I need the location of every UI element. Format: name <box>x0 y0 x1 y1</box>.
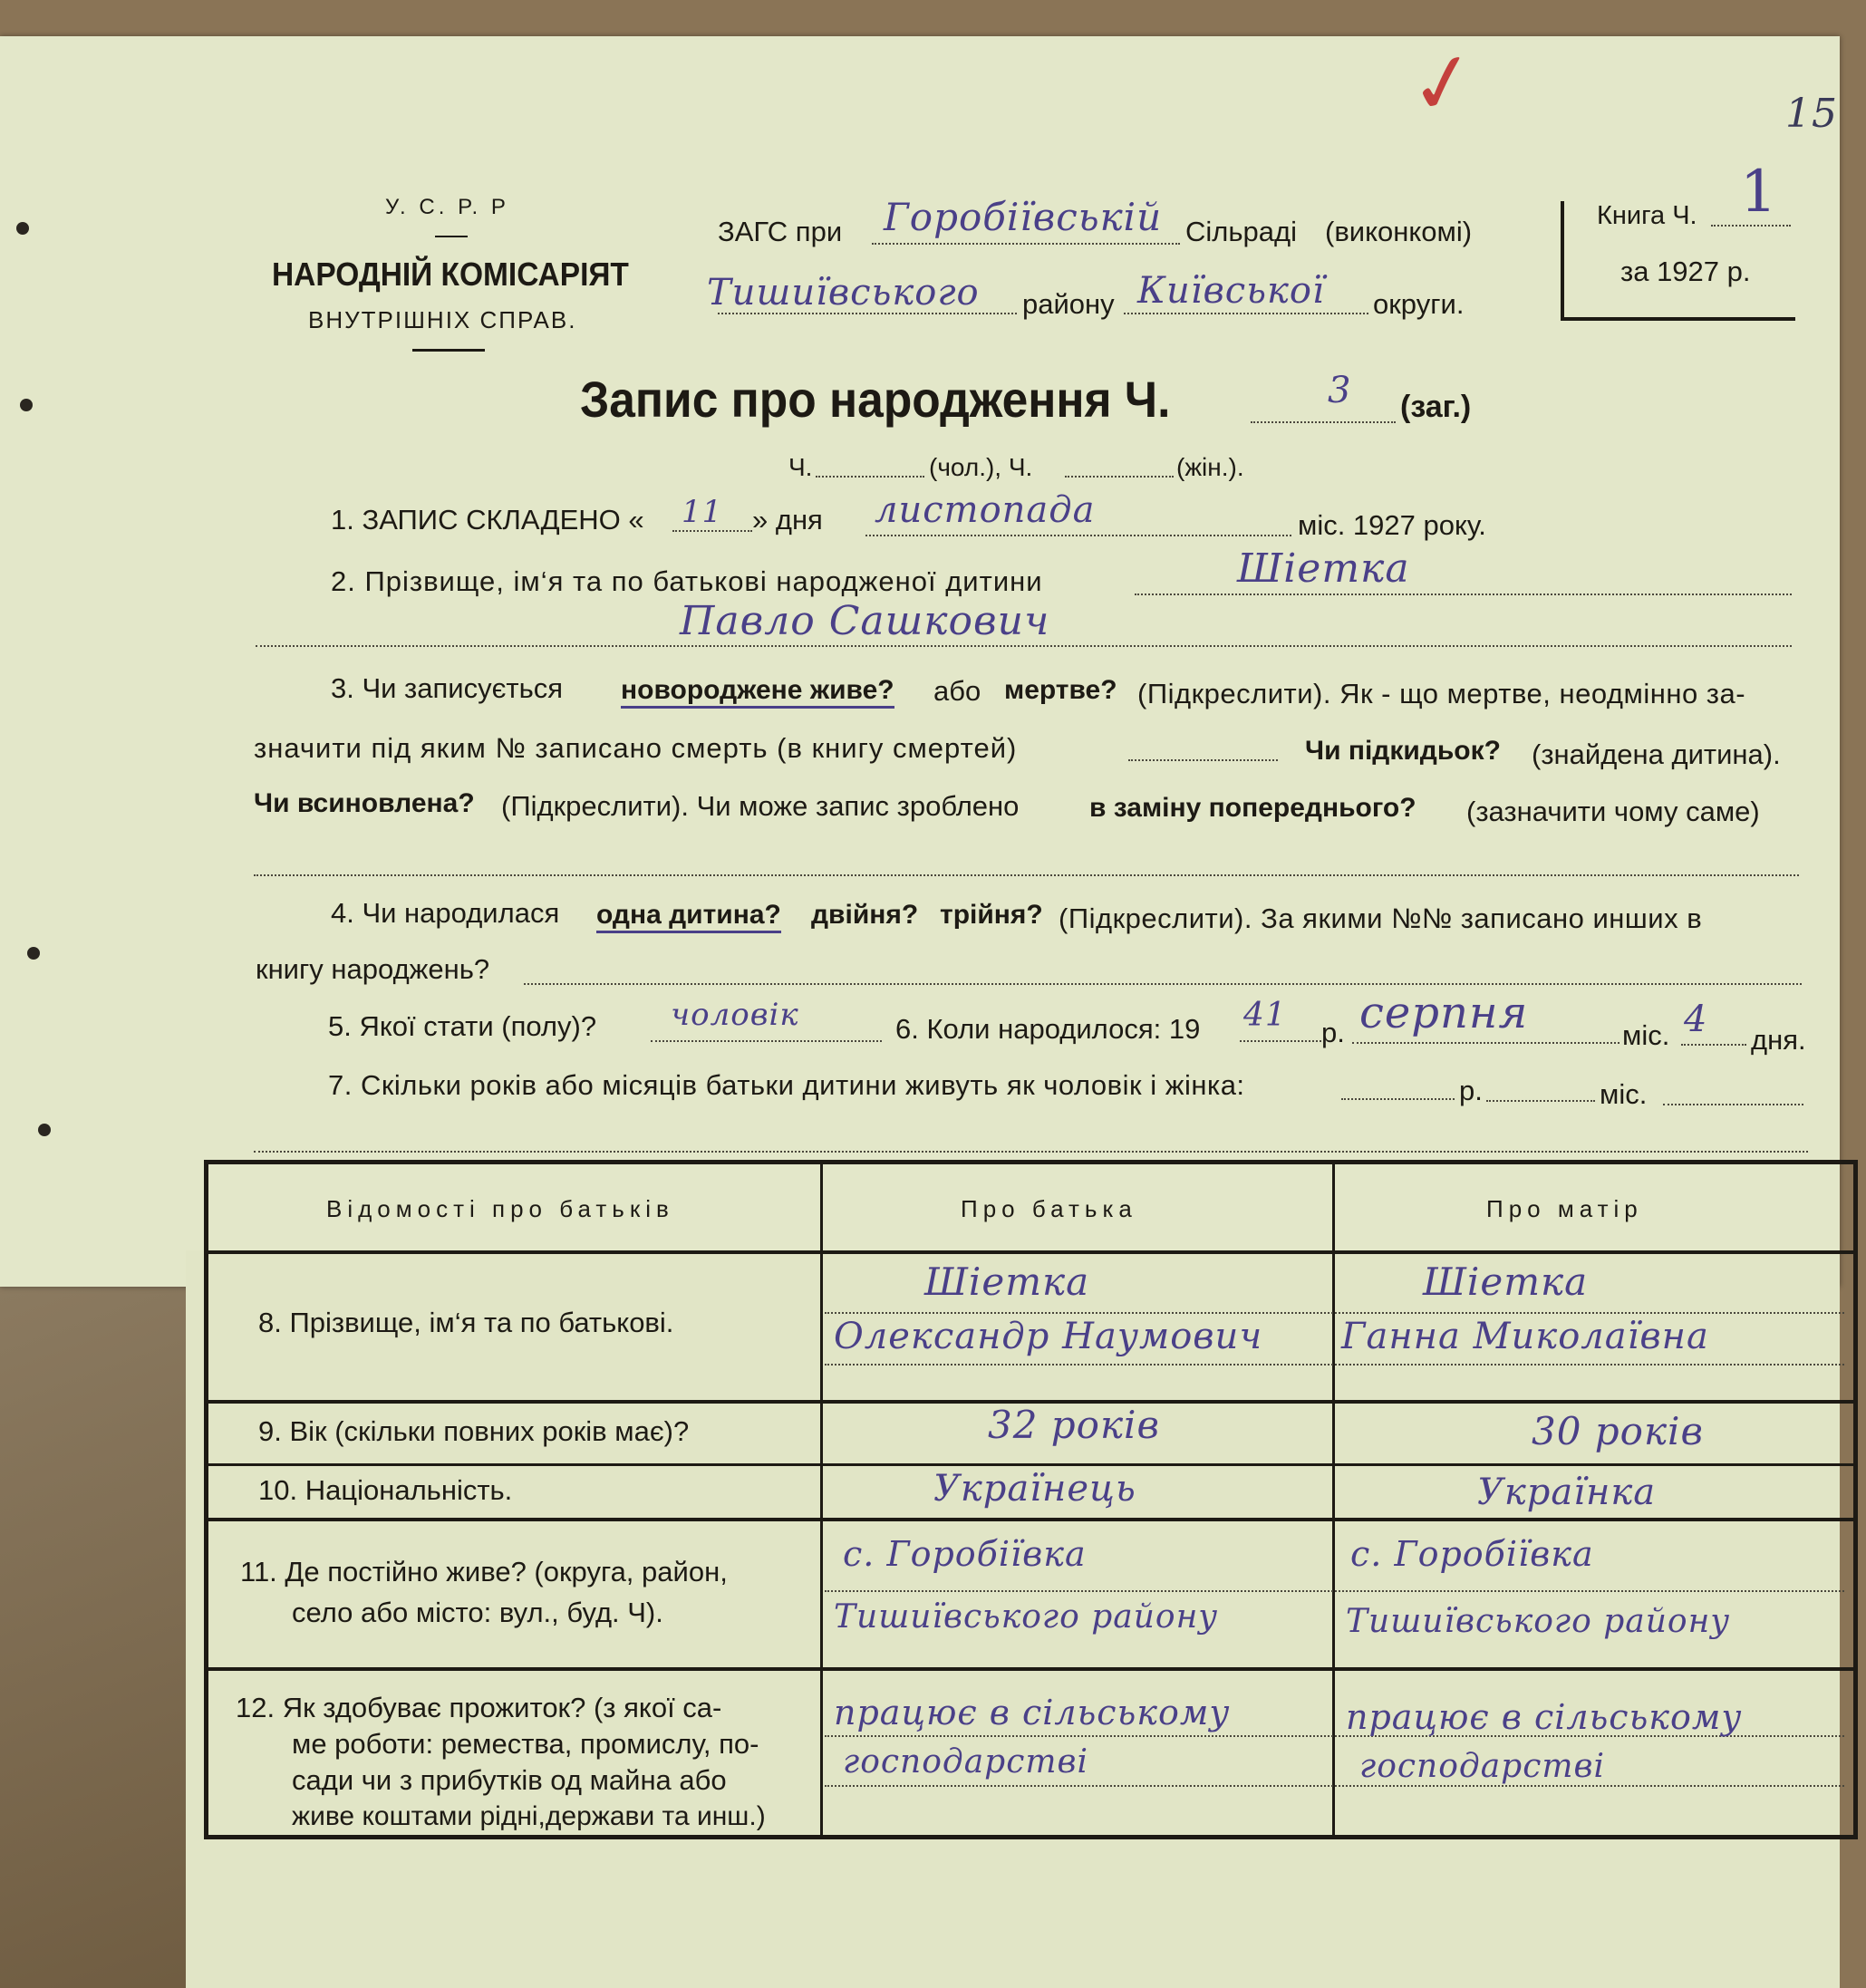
writing-line <box>825 1785 1844 1787</box>
row10-father-nationality: Українець <box>933 1468 1136 1510</box>
item3-replace-hint: (Підкреслити). Чи може запис зроблено <box>501 790 1020 822</box>
item3-adopted: Чи всиновлена? <box>254 788 475 818</box>
okrugy-label: округи. <box>1373 288 1465 320</box>
item6-day-handwritten: 4 <box>1684 999 1708 1040</box>
sub-female-label: (жін.). <box>1176 453 1244 481</box>
item3-underline-hint: (Підкреслити). Як - що мертве, неодмінно за- <box>1137 678 1746 709</box>
sub-ch-label: Ч. <box>788 453 813 481</box>
item6-day-line <box>1681 1044 1746 1046</box>
row11-label-line2: село або місто: вул., буд. Ч). <box>292 1597 663 1628</box>
row9-label: 9. Вік (скільки повних років має)? <box>258 1415 690 1447</box>
raion-handwritten: Тишиївського <box>707 272 980 314</box>
vykonkomi-label: (виконкомі) <box>1325 216 1473 247</box>
item4-line <box>524 983 1802 985</box>
row11-label-line1: 11. Де постійно живе? (округа, район, <box>240 1556 728 1588</box>
row12-label-line4: живе коштами рідні,держави та инш.) <box>292 1801 766 1831</box>
writing-line <box>825 1590 1844 1592</box>
item4-book: книгу народжень? <box>256 953 490 985</box>
row11-father-district: Тишиївського району <box>834 1598 1219 1636</box>
document-title: Запис про народження Ч. <box>580 371 1171 428</box>
divider <box>435 236 468 237</box>
writing-line <box>825 1364 1844 1366</box>
item6-dnia: дня. <box>1751 1024 1806 1056</box>
item3-reason: (зазначити чому саме) <box>1466 796 1760 827</box>
book-year: за 1927 р. <box>1620 256 1751 287</box>
item3-foundling: Чи підкидьок? <box>1305 736 1501 766</box>
item6-year-line <box>1240 1040 1321 1042</box>
row8-father-surname: Шiетка <box>924 1259 1090 1304</box>
item7-years-line <box>1341 1098 1455 1100</box>
row8-mother-name: Ганна Миколаївна <box>1341 1316 1709 1357</box>
row11-father-village: с. Горобіївка <box>843 1534 1087 1574</box>
item6-r: р. <box>1321 1017 1345 1048</box>
item3-reason-line <box>254 874 1799 876</box>
item3-death-line <box>1128 759 1278 761</box>
page-number: 15 <box>1785 91 1838 137</box>
row12-label-line2: ме роботи: ремества, промислу, по- <box>292 1728 759 1760</box>
item7-mis: міс. <box>1600 1078 1648 1110</box>
row8-label: 8. Прізвище, ім‘я та по батькові. <box>258 1307 674 1338</box>
item3-alive: новороджене живе? <box>621 675 894 709</box>
table-col-divider <box>1332 1164 1335 1835</box>
item6-label: 6. Коли народилося: 19 <box>895 1013 1201 1045</box>
writing-line <box>825 1312 1844 1314</box>
title-number-handwritten: 3 <box>1328 370 1352 411</box>
table-header-info: Відомості про батьків <box>326 1195 674 1222</box>
item7-r: р. <box>1459 1075 1483 1106</box>
item3-death-record: значити під яким № записано смерть (в книгу смертей) <box>254 732 1018 764</box>
zags-label: ЗАГС при <box>718 216 843 247</box>
item4-twins: двійня? <box>811 900 919 930</box>
table-col-divider <box>820 1164 823 1835</box>
item3-label: 3. Чи записується <box>331 672 564 704</box>
item1-year: міс. 1927 року. <box>1298 509 1486 541</box>
table-row-divider <box>208 1250 1853 1254</box>
row10-label: 10. Національність. <box>258 1474 513 1506</box>
title-number-line <box>1251 421 1396 423</box>
book-label: Книга Ч. <box>1597 201 1697 230</box>
item3-found-child: (знайдена дитина). <box>1532 738 1781 770</box>
item1-day-handwritten: 11 <box>682 494 723 530</box>
item1-day-line <box>672 530 752 532</box>
item1-label: 1. ЗАПИС СКЛАДЕНО « <box>331 504 644 536</box>
item4-triplets: трійня? <box>940 900 1043 930</box>
binding-hole <box>27 947 40 960</box>
row12-label-line3: сади чи з прибутків од майна або <box>292 1764 727 1796</box>
item3-dead: мертве? <box>1004 675 1117 705</box>
item4-label: 4. Чи народилася <box>331 897 560 929</box>
raionu-label: району <box>1022 288 1115 320</box>
row11-mother-village: с. Горобіївка <box>1350 1534 1594 1574</box>
item1-dnia: » дня <box>752 504 823 536</box>
binding-hole <box>20 399 33 411</box>
row12-father-work2: господарстві <box>843 1743 1088 1781</box>
item4-single: одна дитина? <box>596 900 781 933</box>
title-suffix: (заг.) <box>1400 390 1472 424</box>
item7-label: 7. Скільки років або місяців батьки дитини живуть як чоловік і жінка: <box>328 1069 1245 1101</box>
binding-hole <box>38 1124 51 1136</box>
item7-tail-line <box>1663 1104 1803 1105</box>
item3-replacement: в заміну попереднього? <box>1089 793 1416 823</box>
row9-father-age: 32 років <box>988 1403 1160 1447</box>
item5-line <box>651 1040 882 1042</box>
item2-line2 <box>256 645 1792 647</box>
row12-mother-work2: господарстві <box>1359 1748 1605 1785</box>
silradi-label: Сільраді <box>1185 216 1297 247</box>
ministry-subtitle: ВНУТРІШНІХ СПРАВ. <box>308 306 577 333</box>
table-row-divider <box>208 1518 1853 1521</box>
row12-mother-work1: працює в сільському <box>1346 1697 1743 1737</box>
divider <box>412 349 485 352</box>
item2-label: 2. Прізвище, ім‘я та по батькові народженої дитини <box>331 565 1043 597</box>
item1-month-handwritten: листопада <box>875 489 1096 531</box>
row11-mother-district: Тишиївського району <box>1346 1603 1731 1640</box>
book-number-handwritten: 1 <box>1740 159 1778 226</box>
ministry-title: НАРОДНІЙ КОМІСАРІЯТ <box>272 256 629 293</box>
table-header-mother: Про матір <box>1486 1195 1643 1222</box>
table-row-divider <box>208 1667 1853 1671</box>
okruga-handwritten: Київської <box>1137 270 1325 312</box>
okruga-line <box>1124 313 1368 314</box>
item5-sex-handwritten: чоловік <box>671 997 799 1033</box>
table-header-father: Про батька <box>961 1195 1137 1222</box>
sub-male-label: (чол.), Ч. <box>929 453 1033 481</box>
sub-female-line <box>1065 476 1174 478</box>
row9-mother-age: 30 років <box>1532 1409 1704 1453</box>
item7-months-line <box>1486 1100 1595 1102</box>
item5-label: 5. Якої стати (полу)? <box>328 1010 597 1042</box>
item4-records-hint: (Підкреслити). За якими №№ записано инших в <box>1059 902 1703 934</box>
item2-line <box>1135 594 1792 595</box>
zags-handwritten: Горобіївській <box>884 195 1163 239</box>
sub-male-line <box>816 476 924 478</box>
item7-line2 <box>254 1151 1808 1153</box>
zags-line <box>872 243 1180 245</box>
row10-mother-nationality: Українка <box>1477 1472 1657 1513</box>
binding-hole <box>16 222 29 235</box>
item3-or: або <box>933 675 981 707</box>
item6-mis: міс. <box>1622 1019 1670 1051</box>
table-row-divider <box>208 1463 1853 1466</box>
item2-name-handwritten: Павло Сашкович <box>680 598 1050 644</box>
item2-surname-handwritten: Шiетка <box>1237 545 1410 592</box>
republic-label: У. С. Р. Р <box>385 195 509 219</box>
item1-month-line <box>865 535 1291 536</box>
item6-year-handwritten: 41 <box>1243 997 1287 1034</box>
row8-father-name: Олександр Наумович <box>834 1316 1263 1357</box>
row8-mother-surname: Шiетка <box>1423 1259 1589 1304</box>
item6-month-handwritten: серпня <box>1359 988 1529 1038</box>
row12-father-work1: працює в сільському <box>834 1693 1231 1732</box>
parents-table <box>204 1160 1858 1839</box>
item6-month-line <box>1352 1042 1619 1044</box>
red-checkmark: ✓ <box>1401 31 1485 137</box>
row12-label-line1: 12. Як здобуває прожиток? (з якої са- <box>236 1692 722 1723</box>
